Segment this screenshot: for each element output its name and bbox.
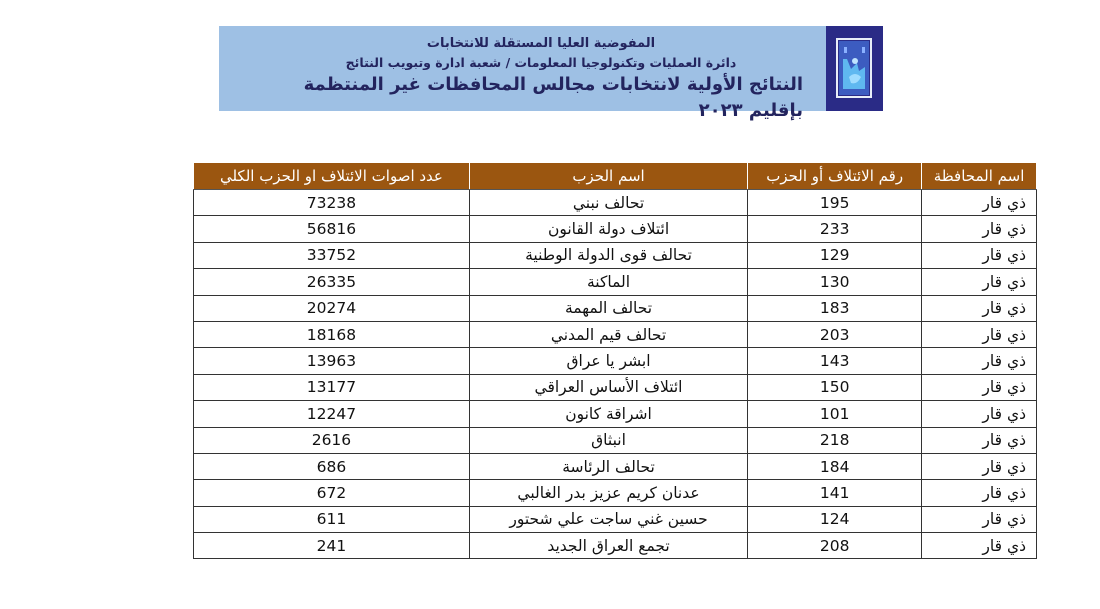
cell-governorate: ذي قار [922,321,1037,347]
cell-list-number: 233 [748,216,922,242]
ballot-box-logo-icon [835,37,875,101]
banner-titles [279,34,803,124]
department-name: دائرة العمليات وتكنولوجيا المعلومات / شعبة ادارة وتبويب النتائج [345,55,737,70]
table-row [194,269,1037,295]
cell-votes: 672 [194,480,470,506]
cell-governorate: ذي قار [922,216,1037,242]
cell-party-name: تحالف قيم المدني [469,321,747,347]
cell-party-name: حسين غني ساجت علي شحتور [469,506,747,532]
table-row [194,190,1037,216]
cell-list-number: 130 [748,269,922,295]
cell-list-number: 184 [748,453,922,479]
cell-governorate: ذي قار [922,506,1037,532]
cell-list-number: 141 [748,480,922,506]
commission-name: المفوضية العليا المستقلة للانتخابات [426,36,656,51]
cell-governorate: ذي قار [922,427,1037,453]
cell-votes: 686 [194,453,470,479]
header-banner [219,26,883,121]
cell-list-number: 218 [748,427,922,453]
cell-votes: 18168 [194,321,470,347]
cell-votes: 26335 [194,269,470,295]
cell-party-name: اشراقة كانون [469,401,747,427]
table-row [194,427,1037,453]
cell-governorate: ذي قار [922,269,1037,295]
cell-votes: 241 [194,533,470,559]
cell-list-number: 143 [748,348,922,374]
cell-list-number: 183 [748,295,922,321]
table-row [194,242,1037,268]
table-row [194,321,1037,347]
cell-party-name: ابشر يا عراق [469,348,747,374]
cell-party-name: تحالف قوى الدولة الوطنية [469,242,747,268]
cell-list-number: 124 [748,506,922,532]
table-header-row [194,163,1037,190]
cell-votes: 13177 [194,374,470,400]
cell-party-name: تحالف المهمة [469,295,747,321]
table-row [194,533,1037,559]
cell-list-number: 195 [748,190,922,216]
cell-governorate: ذي قار [922,348,1037,374]
cell-votes: 73238 [194,190,470,216]
cell-list-number: 101 [748,401,922,427]
cell-list-number: 208 [748,533,922,559]
cell-governorate: ذي قار [922,242,1037,268]
cell-party-name: تحالف الرئاسة [469,453,747,479]
table-row [194,348,1037,374]
cell-governorate: ذي قار [922,453,1037,479]
table-row [194,480,1037,506]
column-header-party-name: اسم الحزب [469,163,747,190]
cell-party-name: تجمع العراق الجديد [469,533,747,559]
column-header-governorate: اسم المحافظة [922,163,1037,190]
cell-votes: 20274 [194,295,470,321]
cell-votes: 13963 [194,348,470,374]
table-row [194,295,1037,321]
cell-governorate: ذي قار [922,295,1037,321]
cell-party-name: ائتلاف الأساس العراقي [469,374,747,400]
cell-list-number: 203 [748,321,922,347]
column-header-list-number: رقم الائتلاف أو الحزب [748,163,922,190]
cell-votes: 611 [194,506,470,532]
cell-party-name: انبثاق [469,427,747,453]
logo [826,26,883,111]
cell-governorate: ذي قار [922,401,1037,427]
table-row [194,506,1037,532]
column-header-votes: عدد اصوات الائتلاف او الحزب الكلي [194,163,470,190]
cell-list-number: 129 [748,242,922,268]
cell-list-number: 150 [748,374,922,400]
table-row [194,216,1037,242]
cell-governorate: ذي قار [922,533,1037,559]
cell-governorate: ذي قار [922,374,1037,400]
table-row [194,374,1037,400]
cell-votes: 33752 [194,242,470,268]
results-table [193,162,1037,559]
cell-party-name: عدنان كريم عزيز بدر الغالبي [469,480,747,506]
cell-party-name: تحالف نبني [469,190,747,216]
cell-party-name: ائتلاف دولة القانون [469,216,747,242]
cell-governorate: ذي قار [922,190,1037,216]
table-row [194,401,1037,427]
cell-votes: 2616 [194,427,470,453]
table-row [194,453,1037,479]
page-title: النتائج الأولية لانتخابات مجالس المحافظات غير المنتظمة بإقليم ٢٠٢٣ [303,74,803,121]
cell-party-name: الماكنة [469,269,747,295]
cell-votes: 12247 [194,401,470,427]
cell-votes: 56816 [194,216,470,242]
cell-governorate: ذي قار [922,480,1037,506]
